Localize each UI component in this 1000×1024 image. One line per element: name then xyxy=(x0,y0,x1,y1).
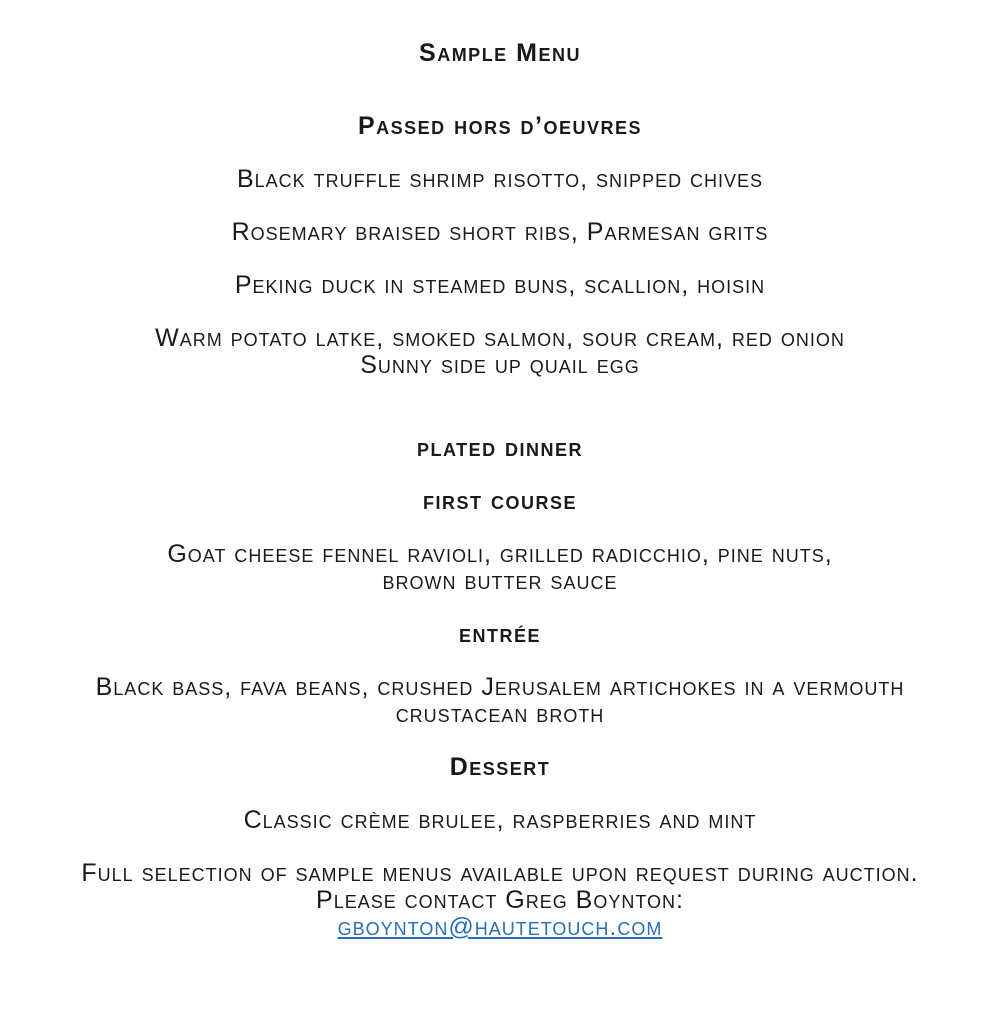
heading-plated-dinner: plated dinner xyxy=(416,434,584,462)
footer-note-line: Full selection of sample menus available upon request during auction. xyxy=(81,859,919,887)
menu-item-line: Black bass, fava beans, crushed Jerusalem artichokes in a vermouth xyxy=(95,673,905,701)
menu-item-potato-latke xyxy=(28,325,972,379)
menu-item-creme-brulee: Classic crème brulee, raspberries and mint xyxy=(243,806,757,834)
menu-item-black-bass xyxy=(28,674,972,728)
footer-contact-block xyxy=(28,860,972,941)
heading-first-course: first course xyxy=(423,487,577,515)
menu-item-line: Goat cheese fennel ravioli, grilled radicchio, pine nuts, xyxy=(167,540,833,568)
contact-email-link[interactable]: gboynton@hautetouch.com xyxy=(337,913,663,941)
heading-passed-hors-doeuvres: Passed hors d’oeuvres xyxy=(357,112,643,140)
menu-item-line: Warm potato latke, smoked salmon, sour cream, red onion xyxy=(155,324,845,352)
menu-item-short-ribs: Rosemary braised short ribs, Parmesan grits xyxy=(231,218,769,246)
menu-item-line: crustacean broth xyxy=(395,700,605,728)
heading-dessert: Dessert xyxy=(449,753,551,781)
menu-item-line: brown butter sauce xyxy=(382,567,618,595)
page-title: Sample Menu xyxy=(419,39,581,67)
menu-item-goat-cheese-ravioli xyxy=(28,541,972,595)
section-footer-contact xyxy=(28,860,972,941)
heading-entree: entrée xyxy=(458,620,541,648)
menu-item-line: Sunny side up quail egg xyxy=(360,351,640,379)
footer-contact-line: Please contact Greg Boynton: xyxy=(316,886,684,914)
section-plated-dinner xyxy=(28,435,972,834)
menu-item-peking-duck: Peking duck in steamed buns, scallion, hoisin xyxy=(234,271,766,299)
section-passed-hors-doeuvres xyxy=(28,113,972,379)
menu-item-black-truffle: Black truffle shrimp risotto, snipped chives xyxy=(236,165,764,193)
